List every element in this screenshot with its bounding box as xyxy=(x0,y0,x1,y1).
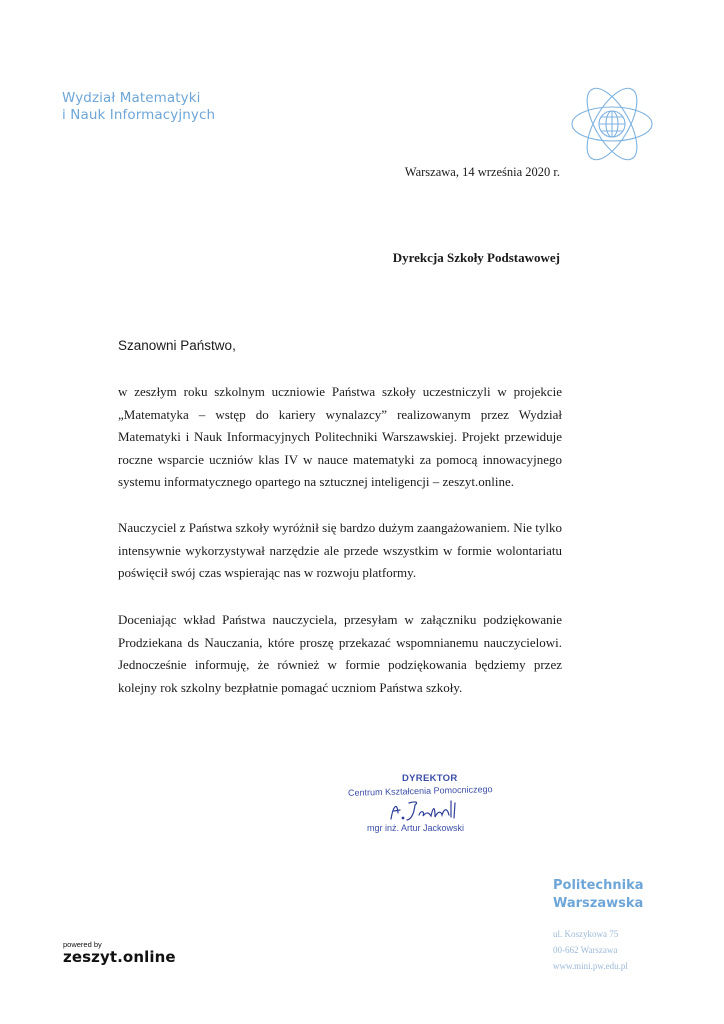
handwritten-signature-icon xyxy=(385,793,465,825)
university-name xyxy=(553,877,644,913)
signature-stamp xyxy=(345,773,515,843)
addressee: Dyrekcja Szkoły Podstawowej xyxy=(392,250,560,265)
body-paragraph-2: Nauczyciel z Państwa szkoły wyróżnił się bardzo dużym zaangażowaniem. Nie tylko intensywnie wykorzystywał narzędzie ale przede wszystkim w formie wolontariatu poświęcił swój czas wspierając nas w rozwoju platformy. xyxy=(118,520,562,580)
body-paragraph-1: w zeszłym roku szkolnym uczniowie Państwa szkoły uczestniczyli w projekcie „Matematyka – wstęp do kariery wynalazcy” realizowanym przez Wydział Matematyki i Nauk Informacyjnych Politechniki Warszawskiej. Projekt przewiduje roczne wsparcie uczniów klas IV w nauce matematyki za pomocą innowacyjnego systemu informatycznego opartego na sztucznej inteligencji – zeszyt.online. xyxy=(118,384,562,489)
address-city: 00-662 Warszawa xyxy=(553,945,618,955)
zeszyt-online-logo: zeszyt.online xyxy=(63,948,176,966)
globe-emblem-icon xyxy=(568,80,656,168)
address-website: www.mini.pw.edu.pl xyxy=(553,961,628,971)
university-line-1: Politechnika xyxy=(553,878,644,893)
address-street: ul. Koszykowa 75 xyxy=(553,929,619,939)
salutation: Szanowni Państwo, xyxy=(118,338,236,353)
body-paragraph-3: Doceniając wkład Państwa nauczyciela, przesyłam w załączniku podziękowanie Prodziekana ds Nauczania, które proszę przekazać wspomnianemu nauczycielowi. Jednocześnie informuję, że również w formie podziękowania będziemy przez kolejny rok szkolny bezpłatnie pomagać uczniom Państwa szkoły. xyxy=(118,612,562,695)
stamp-unit: Centrum Kształcenia Pomocniczego xyxy=(347,784,493,798)
faculty-line-2: i Nauk Informacyjnych xyxy=(62,107,216,123)
university-line-2: Warszawska xyxy=(553,896,644,911)
stamp-title: DYREKTOR xyxy=(402,773,458,784)
faculty-name xyxy=(62,90,215,124)
letter-date: Warszawa, 14 września 2020 r. xyxy=(404,165,560,179)
stamp-name: mgr inż. Artur Jackowski xyxy=(367,823,465,833)
powered-by-label: powered by xyxy=(63,940,102,949)
university-address xyxy=(553,926,628,974)
faculty-line-1: Wydział Matematyki xyxy=(62,90,201,106)
